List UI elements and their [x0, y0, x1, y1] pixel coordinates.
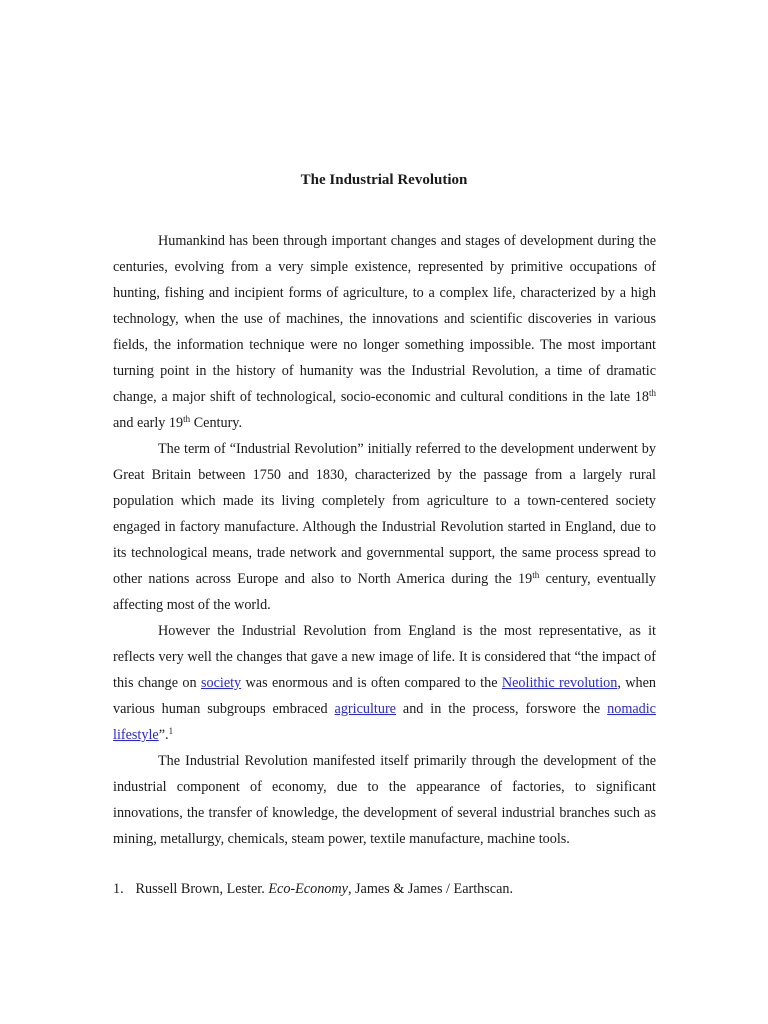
link-neolithic-revolution[interactable]: Neolithic revolution: [501, 675, 618, 691]
footnote: [113, 876, 656, 902]
paragraph-text: The term of “Industrial Revolution” initially referred to the development underwent by Great Britain between 1750 and 1830, characterized by the passage from a largely rural population which made its living completely from agriculture to a town-centered society engaged in factory manufacture. Although the Industrial Revolution started in England, due to its technological means, trade network and governmental support, the same process spread to other nations across Europe and also to North America during the 19: [113, 441, 656, 587]
paragraph-text: was enormous and is often compared to the: [241, 675, 502, 691]
body-paragraph: [113, 748, 656, 852]
paragraph-text: ”.: [158, 727, 169, 743]
paragraph-text: and in the process, forswore the: [395, 701, 608, 717]
body-paragraph: [113, 228, 656, 436]
footnote-work-title: Eco-Economy: [268, 881, 348, 897]
superscript: th: [648, 388, 656, 398]
link-society[interactable]: society: [200, 675, 242, 691]
paragraph-text: Century.: [190, 415, 243, 431]
footnote-publisher: , James & James / Earthscan.: [347, 881, 514, 897]
link-agriculture[interactable]: agriculture: [334, 701, 396, 717]
paragraph-text: and early 19: [113, 415, 184, 431]
paragraph-text: , when various human subgroups embraced: [113, 675, 657, 717]
paragraph-text: The Industrial Revolution manifested itself primarily through the development of the industrial component of economy, due to the appearance of factories, to significant innovations, the transfer of knowledge, the development of several industrial branches such as mining, metallurgy, chemicals, steam power, textile manufacture, machine tools.: [113, 753, 656, 847]
body-paragraph: [113, 436, 656, 618]
paragraph-text: Humankind has been through important changes and stages of development during the centuries, evolving from a very simple existence, represented by primitive occupations of hunting, fishing and incipient forms of agriculture, to a complex life, characterized by a high technology, when the use of machines, the innovations and scientific discoveries in various fields, the information technique were no longer something impossible. The most important turning point in the history of humanity was the Industrial Revolution, a time of dramatic change, a major shift of technological, socio-economic and cultural conditions in the late 18: [113, 233, 656, 405]
footnote-number: 1.: [113, 881, 124, 897]
paragraph-text: However the Industrial Revolution from England is the most representative, as it reflects very well the changes that gave a new image of life. It is considered that “the impact of this change on: [113, 623, 656, 691]
document-body: [113, 228, 656, 852]
footnote-author: Russell Brown, Lester.: [135, 881, 269, 897]
superscript: th: [183, 414, 191, 424]
body-paragraph: [113, 618, 656, 748]
superscript: 1: [168, 726, 174, 736]
link-nomadic-lifestyle[interactable]: nomadic lifestyle: [113, 701, 656, 743]
document-title: The Industrial Revolution: [300, 172, 468, 188]
superscript: th: [532, 570, 540, 580]
paragraph-text: century, eventually affecting most of the world.: [113, 571, 656, 613]
